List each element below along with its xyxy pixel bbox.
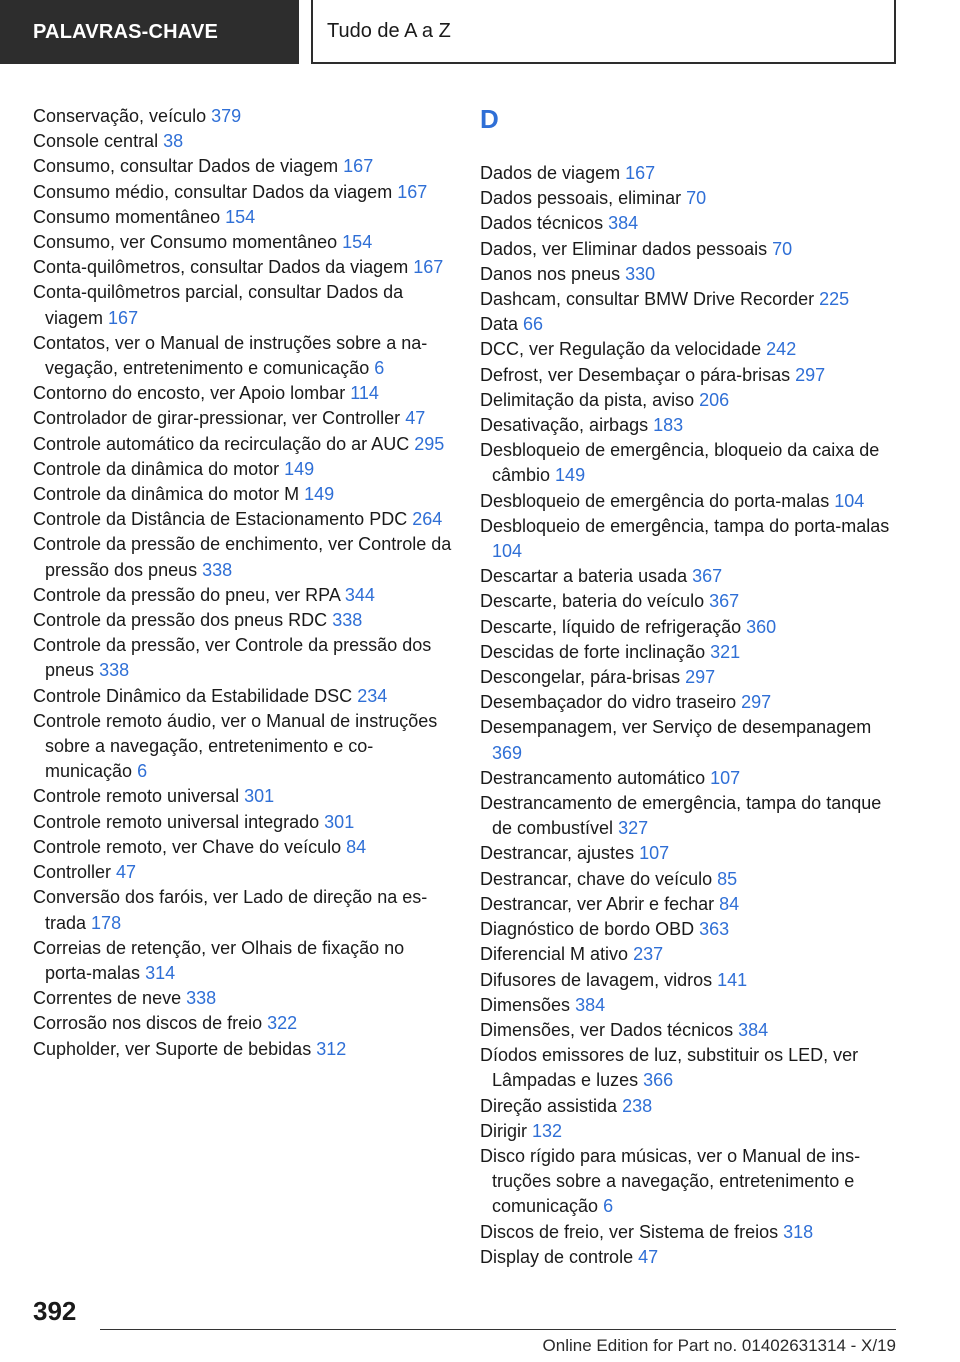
page-reference-link[interactable]: 234 <box>357 685 388 706</box>
index-term: Controle remoto áudio, ver o Manual de instruções sobre a navegação, entretenimento e comunicação <box>33 710 438 782</box>
page-reference-link[interactable]: 321 <box>710 641 741 662</box>
index-column-right <box>480 104 900 1270</box>
index-entry <box>480 791 900 841</box>
page-reference-link[interactable]: 104 <box>834 490 865 511</box>
index-term: Controle remoto universal integrado <box>33 811 320 832</box>
index-term: Console central <box>33 131 159 152</box>
index-term: Díodos emissores de luz, substituir os LED, ver Lâmpadas e luzes <box>480 1045 859 1091</box>
index-entry <box>480 993 900 1018</box>
page-reference-link[interactable]: 141 <box>717 969 748 990</box>
page-reference-link[interactable]: 154 <box>225 206 256 227</box>
index-term: Conta-quilômetros, consultar Dados da viagem <box>33 257 409 278</box>
index-entry <box>33 230 453 255</box>
index-entry <box>480 1245 900 1270</box>
index-entry <box>480 1144 900 1220</box>
index-term: Correias de retenção, ver Olhais de fixação no porta-malas <box>33 937 405 983</box>
index-section-letter: D <box>480 104 499 134</box>
page-reference-link[interactable]: 132 <box>532 1120 563 1141</box>
index-term: Desembaçador do vidro traseiro <box>480 692 737 713</box>
page-reference-link[interactable]: 264 <box>412 509 443 530</box>
page-reference-link[interactable]: 238 <box>622 1095 653 1116</box>
index-term: Descidas de forte inclinação <box>480 641 706 662</box>
index-entry <box>33 1037 453 1062</box>
index-term: Defrost, ver Desembaçar o pára-brisas <box>480 364 791 385</box>
page-reference-link[interactable]: 38 <box>163 131 184 152</box>
index-entry <box>480 1220 900 1245</box>
index-entry <box>33 532 453 582</box>
index-entry <box>480 690 900 715</box>
page-reference-link[interactable]: 327 <box>618 818 649 839</box>
page-reference-link[interactable]: 107 <box>710 767 741 788</box>
index-entry <box>480 665 900 690</box>
index-entry <box>480 715 900 765</box>
page-reference-link[interactable]: 363 <box>699 919 730 940</box>
index-entry <box>33 784 453 809</box>
index-entry <box>33 129 453 154</box>
index-entry <box>480 1043 900 1093</box>
page-reference-link[interactable]: 70 <box>772 238 793 259</box>
page-reference-link[interactable]: 367 <box>709 591 740 612</box>
index-term: Descartar a bateria usada <box>480 566 688 587</box>
index-entry <box>480 841 900 866</box>
page-reference-link[interactable]: 338 <box>202 559 233 580</box>
index-entry <box>33 709 453 785</box>
page-reference-link[interactable]: 167 <box>413 257 444 278</box>
page-reference-link[interactable]: 360 <box>746 616 777 637</box>
page-reference-link[interactable]: 237 <box>633 944 664 965</box>
index-term: Dados pessoais, eliminar <box>480 188 682 209</box>
page-reference-link[interactable]: 149 <box>304 484 335 505</box>
index-term: Correntes de neve <box>33 988 182 1009</box>
index-term: Desbloqueio de emergência, bloqueio da caixa de câmbio <box>480 440 880 486</box>
page-reference-link[interactable]: 167 <box>625 163 656 183</box>
index-term: Discos de freio, ver Sistema de freios <box>480 1221 779 1242</box>
index-term: Cupholder, ver Suporte de bebidas <box>33 1038 312 1059</box>
index-term: Contatos, ver o Manual de instruções sobre a navegação, entretenimento e comunicação <box>33 332 428 379</box>
page-reference-link[interactable]: 314 <box>145 962 176 983</box>
index-term: Difusores de lavagem, vidros <box>480 969 713 990</box>
index-term: Destrancamento automático <box>480 767 706 788</box>
index-term: Dirigir <box>480 1120 527 1141</box>
index-term: Diagnóstico de bordo OBD <box>480 919 695 940</box>
page-reference-link[interactable]: 312 <box>316 1038 347 1059</box>
index-entry <box>33 633 453 683</box>
index-entry <box>480 917 900 942</box>
index-entry <box>480 287 900 312</box>
page-reference-link[interactable]: 178 <box>91 912 122 933</box>
index-entry <box>480 867 900 892</box>
page-reference-link[interactable]: 66 <box>523 314 544 335</box>
page-reference-link[interactable]: 301 <box>244 786 275 807</box>
index-term: Consumo médio, consultar Dados da viagem <box>33 181 393 202</box>
page-reference-link[interactable]: 206 <box>699 389 730 410</box>
index-term: Consumo, consultar Dados de viagem <box>33 156 339 177</box>
index-term: Controle Dinâmico da Estabilidade DSC <box>33 685 353 706</box>
index-entry <box>33 457 453 482</box>
page-reference-link[interactable]: 154 <box>342 232 373 253</box>
page-reference-link[interactable]: 6 <box>137 761 148 782</box>
index-term: Controle remoto universal <box>33 786 240 807</box>
index-entry <box>480 968 900 993</box>
index-entry <box>480 514 900 564</box>
page-reference-link[interactable]: 379 <box>211 106 242 126</box>
page-reference-link[interactable]: 149 <box>555 465 586 486</box>
index-entry <box>480 1119 900 1144</box>
index-entry <box>33 255 453 280</box>
section-tab: PALAVRAS-CHAVE <box>0 0 299 64</box>
index-entry <box>480 942 900 967</box>
index-term: Delimitação da pista, aviso <box>480 389 695 410</box>
footer-divider <box>100 1329 896 1330</box>
page-reference-link[interactable]: 107 <box>639 843 670 864</box>
index-entry <box>33 280 453 330</box>
index-entry <box>33 180 453 205</box>
page-reference-link[interactable]: 295 <box>414 433 445 454</box>
index-term: Controller <box>33 862 112 883</box>
index-term: Display de controle <box>480 1246 634 1267</box>
page-number: 392 <box>33 1296 77 1326</box>
index-term: Direção assistida <box>480 1095 618 1116</box>
index-term: Contorno do encosto, ver Apoio lombar <box>33 383 346 404</box>
page-reference-link[interactable]: 149 <box>284 458 315 479</box>
page-reference-link[interactable]: 322 <box>267 1013 298 1034</box>
index-term: Dimensões <box>480 994 571 1015</box>
index-term: Controlador de girar-pressionar, ver Controller <box>33 408 401 429</box>
index-entry <box>33 885 453 935</box>
index-entry <box>33 1011 453 1036</box>
index-entry <box>33 205 453 230</box>
index-term: Controle da pressão do pneu, ver RPA <box>33 584 340 605</box>
index-entry <box>480 640 900 665</box>
index-entry <box>480 564 900 589</box>
index-entry <box>33 154 453 179</box>
chapter-title: Tudo de A a Z <box>311 0 896 64</box>
page-reference-link[interactable]: 6 <box>603 1196 614 1217</box>
index-entry <box>480 312 900 337</box>
page-reference-link[interactable]: 6 <box>374 358 385 379</box>
page-reference-link[interactable]: 338 <box>186 988 217 1009</box>
page-reference-link[interactable]: 297 <box>795 364 826 385</box>
page-reference-link[interactable]: 297 <box>741 692 772 713</box>
index-term: Diferencial M ativo <box>480 944 629 965</box>
index-entry <box>480 489 900 514</box>
page-reference-link[interactable]: 366 <box>643 1070 674 1091</box>
index-term: Destrancar, chave do veículo <box>480 868 713 889</box>
index-entry <box>480 413 900 438</box>
index-term: Dimensões, ver Dados técnicos <box>480 1019 734 1040</box>
index-entry <box>33 104 453 129</box>
index-term: Controle da Distância de Estacionamento PDC <box>33 509 408 530</box>
page-reference-link[interactable]: 167 <box>397 181 428 202</box>
index-entry <box>480 615 900 640</box>
page-reference-link[interactable]: 344 <box>344 584 375 605</box>
index-entry <box>480 262 900 287</box>
index-entry <box>33 608 453 633</box>
index-entry <box>480 161 900 186</box>
index-term: Conversão dos faróis, ver Lado de direção na estrada <box>33 887 428 933</box>
index-term: Controle da pressão dos pneus RDC <box>33 610 328 631</box>
index-entry <box>33 810 453 835</box>
index-term: Dashcam, consultar BMW Drive Recorder <box>480 289 815 310</box>
index-entry <box>480 892 900 917</box>
index-entry <box>480 337 900 362</box>
index-entry <box>480 1018 900 1043</box>
index-term: Descarte, bateria do veículo <box>480 591 705 612</box>
page-reference-link[interactable]: 318 <box>783 1221 814 1242</box>
page-reference-link[interactable]: 384 <box>608 213 639 234</box>
index-entry <box>33 860 453 885</box>
index-entry <box>33 507 453 532</box>
page-header <box>0 0 960 66</box>
index-term: Desativação, airbags <box>480 415 649 436</box>
page-reference-link[interactable]: 297 <box>685 667 716 688</box>
page-reference-link[interactable]: 225 <box>819 289 850 310</box>
page-reference-link[interactable]: 47 <box>405 408 426 429</box>
index-term: Desbloqueio de emergência do porta-malas <box>480 490 830 511</box>
index-entry <box>33 331 453 381</box>
index-term: Consumo, ver Consumo momentâneo <box>33 232 338 253</box>
index-term: Desempanagem, ver Serviço de desempanagem <box>480 717 872 738</box>
index-entry <box>480 186 900 211</box>
page-reference-link[interactable]: 47 <box>638 1246 659 1267</box>
index-term: Conservação, veículo <box>33 106 207 126</box>
page-reference-link[interactable]: 167 <box>108 307 139 328</box>
index-term: Controle da dinâmica do motor M <box>33 484 300 505</box>
index-term: Conta-quilômetros parcial, consultar Dados da viagem <box>33 282 404 328</box>
index-term: Controle automático da recirculação do ar AUC <box>33 433 410 454</box>
page-reference-link[interactable]: 114 <box>350 383 379 404</box>
index-entry <box>480 438 900 488</box>
index-column-left <box>33 104 453 1062</box>
page-reference-link[interactable]: 301 <box>324 811 355 832</box>
index-term: Dados de viagem <box>480 163 621 183</box>
index-entry <box>480 589 900 614</box>
page-reference-link[interactable]: 84 <box>719 893 740 914</box>
index-entries-d <box>480 161 900 1270</box>
index-term: Destrancar, ver Abrir e fechar <box>480 893 715 914</box>
index-term: Descongelar, pára-brisas <box>480 667 681 688</box>
index-entry <box>33 406 453 431</box>
page-reference-link[interactable]: 104 <box>492 541 523 562</box>
index-entry <box>33 835 453 860</box>
index-term: Danos nos pneus <box>480 263 621 284</box>
index-term: Descarte, líquido de refrigeração <box>480 616 742 637</box>
page-reference-link[interactable]: 384 <box>575 994 606 1015</box>
index-entry <box>480 766 900 791</box>
index-entry <box>33 482 453 507</box>
page-reference-link[interactable]: 47 <box>116 862 137 883</box>
index-term: Corrosão nos discos de freio <box>33 1013 263 1034</box>
index-term: DCC, ver Regulação da velocidade <box>480 339 762 360</box>
index-term: Controle remoto, ver Chave do veículo <box>33 836 342 857</box>
index-term: Controle da dinâmica do motor <box>33 458 280 479</box>
page-reference-link[interactable]: 84 <box>346 836 367 857</box>
index-entry <box>33 936 453 986</box>
index-term: Data <box>480 314 519 335</box>
page-reference-link[interactable]: 367 <box>692 566 723 587</box>
page-reference-link[interactable]: 183 <box>653 415 684 436</box>
index-term: Consumo momentâneo <box>33 206 221 227</box>
page-reference-link[interactable]: 70 <box>686 188 707 209</box>
page-reference-link[interactable]: 85 <box>717 868 738 889</box>
index-term: Controle da pressão de enchimento, ver Controle da pressão dos pneus <box>33 534 452 580</box>
index-entry <box>33 986 453 1011</box>
page-reference-link[interactable]: 338 <box>99 660 130 681</box>
edition-note: Online Edition for Part no. 01402631314 - X/19 <box>542 1336 896 1355</box>
index-entry <box>33 432 453 457</box>
index-term: Desbloqueio de emergência, tampa do porta-malas <box>480 515 890 536</box>
index-entry <box>33 381 453 406</box>
index-entry <box>480 363 900 388</box>
page-reference-link[interactable]: 338 <box>332 610 363 631</box>
index-entry <box>480 211 900 236</box>
index-term: Dados, ver Eliminar dados pessoais <box>480 238 768 259</box>
index-entry <box>480 1094 900 1119</box>
page-reference-link[interactable]: 330 <box>625 263 656 284</box>
page-reference-link[interactable]: 369 <box>492 742 523 763</box>
page-reference-link[interactable]: 242 <box>766 339 797 360</box>
index-entry <box>33 583 453 608</box>
index-term: Destrancar, ajustes <box>480 843 635 864</box>
index-term: Disco rígido para músicas, ver o Manual de instruções sobre a navegação, entretenimento e comunicação <box>480 1145 861 1217</box>
index-term: Dados técnicos <box>480 213 604 234</box>
index-term: Controle da pressão, ver Controle da pressão dos pneus <box>33 635 432 681</box>
index-term: Destrancamento de emergência, tampa do tanque de combustível <box>480 793 882 839</box>
index-entry <box>480 237 900 262</box>
index-entry <box>33 684 453 709</box>
page-reference-link[interactable]: 167 <box>343 156 374 177</box>
index-entry <box>480 388 900 413</box>
page-reference-link[interactable]: 384 <box>738 1019 769 1040</box>
